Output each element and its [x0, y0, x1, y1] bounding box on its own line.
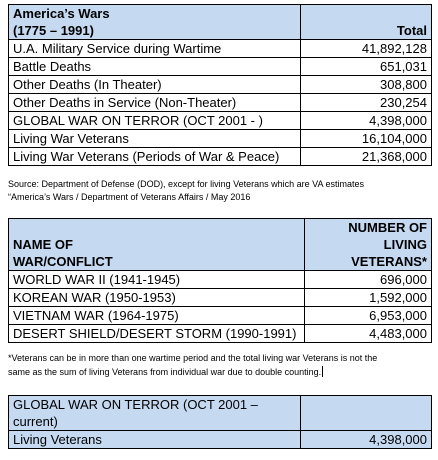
- row-value: 1,592,000: [305, 289, 432, 307]
- total-header: Total: [301, 5, 432, 40]
- living-veterans-header: [305, 219, 432, 271]
- row-label: Other Deaths in Service (Non-Theater): [9, 94, 301, 112]
- row-label: GLOBAL WAR ON TERROR (OCT 2001 - ): [9, 112, 301, 130]
- americas-wars-title-line1: America’s Wars: [13, 6, 110, 21]
- table-row: [9, 58, 432, 76]
- table-row: [9, 307, 432, 325]
- row-value: 4,398,000: [301, 112, 432, 130]
- row-value: 4,398,000: [301, 431, 432, 449]
- gwot-header-blank: [301, 396, 432, 431]
- gwot-title: [9, 396, 301, 431]
- row-value: 651,031: [301, 58, 432, 76]
- row-label: Living Veterans: [9, 431, 301, 449]
- row-value: 16,104,000: [301, 130, 432, 148]
- table-row: [9, 94, 432, 112]
- table-row: [9, 40, 432, 58]
- row-value: 4,483,000: [305, 325, 432, 343]
- row-label: Living War Veterans: [9, 130, 301, 148]
- row-label: DESERT SHIELD/DESERT STORM (1990-1991): [9, 325, 305, 343]
- source-note-line1: Source: Department of Defense (DOD), except for living Veterans which are VA estimates: [8, 179, 364, 189]
- source-note-line2: “America’s Wars / Department of Veterans Affairs / May 2016: [8, 192, 251, 202]
- living-veterans-header-line2: LIVING: [383, 237, 427, 252]
- footnote-line2-text: same as the sum of living Veterans from individual war due to double counting.: [8, 367, 322, 377]
- row-label: KOREAN WAR (1950-1953): [9, 289, 305, 307]
- table-row: [9, 431, 432, 449]
- table-row: [9, 271, 432, 289]
- americas-wars-header-row: [9, 5, 432, 40]
- footnote-line2: [8, 366, 323, 378]
- americas-wars-title: [9, 5, 301, 40]
- row-value: 230,254: [301, 94, 432, 112]
- row-label: Other Deaths (In Theater): [9, 76, 301, 94]
- table-row: [9, 148, 432, 166]
- gwot-title-line2: current): [13, 414, 58, 429]
- text-cursor: [322, 366, 323, 377]
- row-label: Living War Veterans (Periods of War & Peace): [9, 148, 301, 166]
- living-veterans-header-line3: VETERANS*: [351, 254, 427, 269]
- row-label: Battle Deaths: [9, 58, 301, 76]
- gwot-header-row: [9, 396, 432, 431]
- living-veterans-header-line1: NUMBER OF: [348, 220, 427, 235]
- row-label: WORLD WAR II (1941-1945): [9, 271, 305, 289]
- table-row: [9, 112, 432, 130]
- row-value: 696,000: [305, 271, 432, 289]
- living-veterans-by-war-table: [8, 218, 432, 343]
- war-conflict-header: [9, 219, 305, 271]
- row-value: 21,368,000: [301, 148, 432, 166]
- table-row: [9, 130, 432, 148]
- table-row: [9, 76, 432, 94]
- americas-wars-table: [8, 4, 432, 166]
- row-value: 6,953,000: [305, 307, 432, 325]
- table-row: [9, 325, 432, 343]
- row-label: U.A. Military Service during Wartime: [9, 40, 301, 58]
- row-value: 41,892,128: [301, 40, 432, 58]
- footnote-line1: *Veterans can be in more than one wartime period and the total living war Veterans is not the: [8, 353, 378, 363]
- living-veterans-header-row: [9, 219, 432, 271]
- row-value: 308,800: [301, 76, 432, 94]
- war-conflict-header-line1: NAME OF: [13, 237, 73, 252]
- row-label: VIETNAM WAR (1964-1975): [9, 307, 305, 325]
- war-conflict-header-line2: WAR/CONFLICT: [13, 254, 113, 269]
- global-war-on-terror-table: [8, 395, 432, 449]
- gwot-title-line1: GLOBAL WAR ON TERROR (OCT 2001 –: [13, 397, 258, 412]
- table-row: [9, 289, 432, 307]
- americas-wars-title-line2: (1775 – 1991): [13, 23, 94, 38]
